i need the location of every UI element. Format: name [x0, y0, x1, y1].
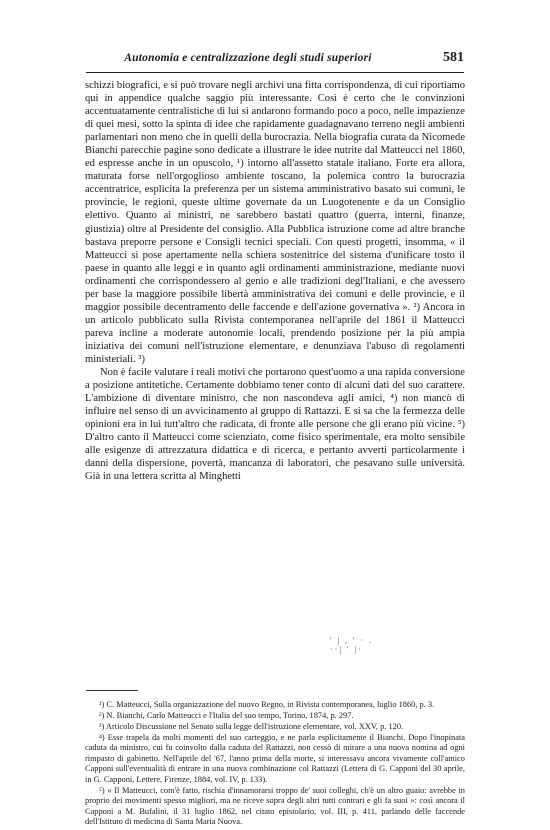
main-text — [85, 79, 465, 483]
footnote: ⁴) Esse trapela da molti momenti del suo carteggio, e ne parla esplicitamente il Bianchi. Dopo l'inopinata caduta da ministro, cui fu coinvolto dalla caduta del Rattazzi, non cessò di mirare a una nuova nomina ad ogni rimpasto di gabinetto. Nell'aprile del '67, l'anno prima della morte, si interessava ancora vivamente coll'amico Capponi sull'eventualità di entrare in una nuova combinazione col Rattazzi (Lettera di G. Capponi del 30 aprile, in G. Capponi, Lettere, Firenze, 1884, vol. IV, p. 133). — [85, 732, 465, 784]
footnote: ³) Articolo Discussione nel Senato sulla legge dell'istruzione elementare, vol. XXV, p. 120. — [99, 721, 404, 731]
footnote: ²) N. Bianchi, Carlo Matteucci e l'Italia del suo tempo, Torino, 1874, p. 297. — [99, 710, 354, 720]
footnotes — [85, 700, 465, 828]
footnote: ¹) C. Matteucci, Sulla organizzazione del nuovo Regno, in Rivista contemporanea, luglio 1860, p. 3. — [99, 700, 435, 709]
marginal-marks: ' | , ' · . ··| ' |· — [330, 636, 374, 654]
paragraph: Non è facile valutare i reali motivi che portarono quest'uomo a una rapida conversione a posizione antitetiche. Certamente dobbiamo tener conto di alcuni dati del suo carattere. L'ambizione di diventare ministro, che non nascondeva agli amici, ⁴) non mancò di influire nel senso di un avvicinamento al gruppo di Rattazzi. E si sa che la fermezza delle opinioni era in lui tutt'altro che radicata, di fronte alle persone che gli erano più vicine. ⁵) D'altro canto il Matteucci come scienziato, come fisico sperimentale, era molto sensibile alle esigenze di attrezzatura didattica e di ricerca, e pertanto avverti particolarmente i danni della dispersione, povertà, mancanza di laboratori, che pesavano sulle università. Già in una lettera scritta al Minghetti — [85, 367, 465, 483]
footnote: ⁵) « Il Matteucci, com'è fatto, rischia d'innamorarsi troppo de' suoi colleghi, ch'è un altro guaio: avrebbe in proprio dei movimenti spesso migliori, ma ne riceve sopra degli altri tutti contrari e gli fa suoi »: così ancora il Capponi a M. Bufalini, il 31 luglio 1862, nel citato epistolario, vol. III, p. 411, parlando delle faccende dell'Istituto di medicina di Santa Maria Nuova. — [85, 785, 465, 826]
page-number: 581 — [443, 50, 464, 65]
paragraph: schizzi biografici, e si può trovare negli archivi una fitta corrispondenza, di cui riportiamo qui in appendice qualche saggio più interessante. Così è certo che le convinzioni accentuatamente centralistiche di lui si andarono formando poco a poco, nelle impazienze di quei mesi, sotto la spinta di idee che rapidamente guadagnavano terreno negli ambienti parlamentari non meno che in quelli della burocrazia. Nella biografia curata da Nicomede Bianchi parecchie pagine sono dedicate a illustrare le idee nutrite dal Matteucci nel 1860, ed espresse anche in un opuscolo, ¹) intorno all'assetto statale italiano. Forte era allora, maturata forse nell'orgoglioso ambiente toscano, la polemica contro la burocrazia accentratrice, esplicita la preferenza per un sistema amministrativo basato sui comuni, le provincie, le regioni, queste ultime governate da un Luogotenente e da un Consiglio elettivo. Quanto ai ministri, ne sarebbero bastati quattro (guerra, interni, finanze, giustizia) oltre al Presidente del consiglio. Alla Pubblica istruzione come ad altre branche bastava preporre persone e Consigli tecnici speciali. Con questi progetti, insomma, « il Matteucci si pose apertamente nella schiera sostenitrice del sistema d'unificare tosto il paese in quanto alle leggi e in quanto agli ordinamenti amministrazione, mediante nuovi ordinamenti che corrispondessero al genio e alle tradizioni degl'Italiani, e che avessero per base la maggiore possibile libertà amministrativa dei comuni e delle provincie, e il maggior possibile decentramento delle faccende e dell'azione governativa ». ²) Ancora in un articolo pubblicato sulla Rivista contemporanea nell'aprile del 1861 il Matteucci pareva incline a moderate autonomie locali, prendendo posizione per la più ampia iniziativa dei comuni nell'istruzione elementare, e denunziava l'abuso di regolamenti ministeriali. ³) — [85, 80, 465, 365]
page-header — [86, 50, 464, 73]
footnote-separator — [86, 690, 138, 691]
running-title: Autonomia e centralizzazione degli studi superiori — [124, 52, 372, 64]
